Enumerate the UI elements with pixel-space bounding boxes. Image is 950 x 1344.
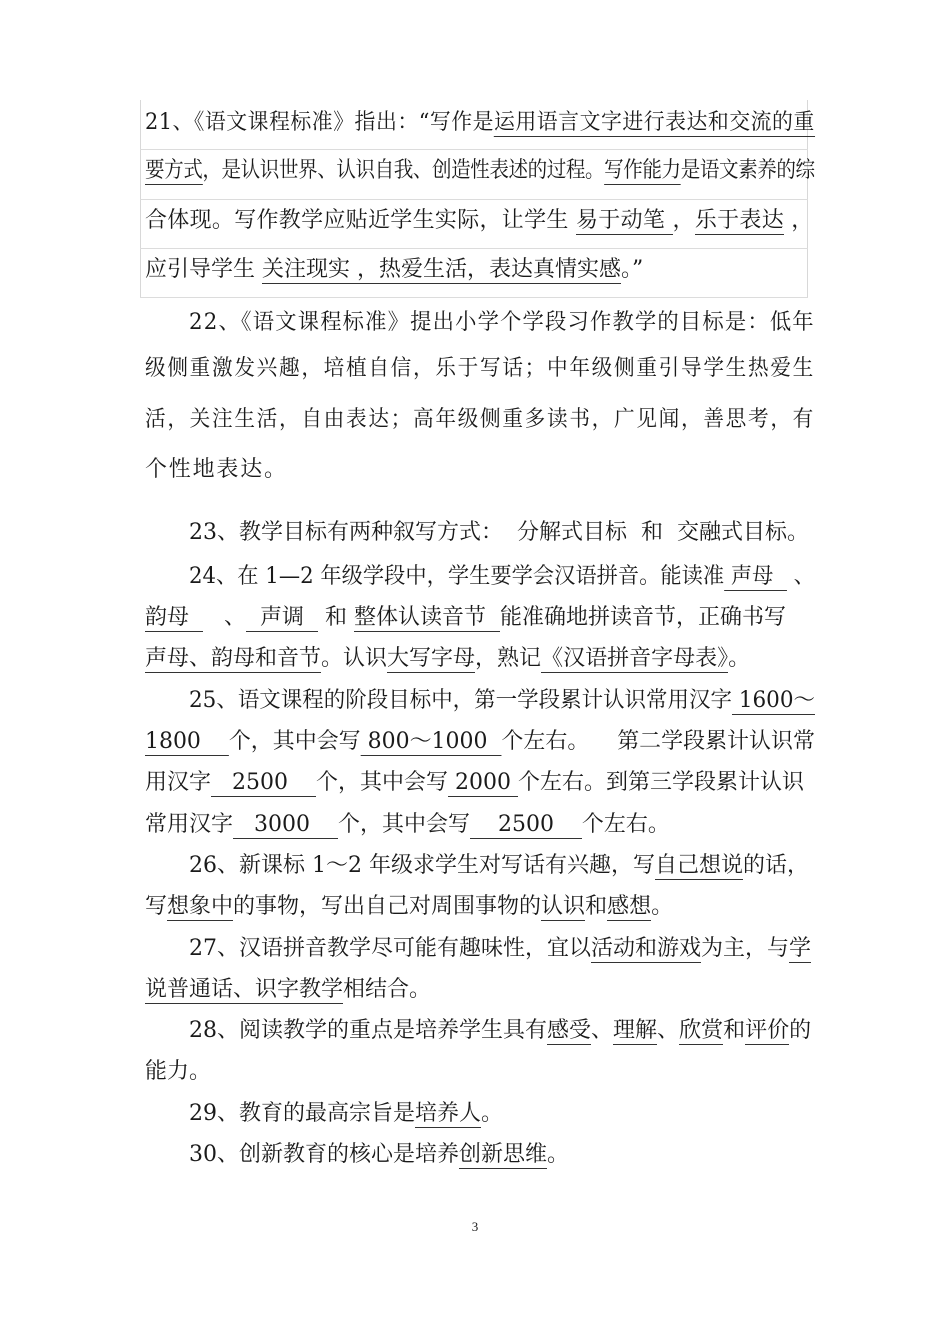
blank-answer: 声母 xyxy=(724,564,787,589)
q25-line-1: 25、语文课程的阶段目标中，第一学段累计认识常用汉字 1600～ xyxy=(189,688,815,713)
blank-answer: 要方式 xyxy=(145,158,203,183)
blank-answer: 培养人 xyxy=(415,1101,482,1126)
page-number: 3 xyxy=(471,1219,479,1234)
q24-line-3: 声母、韵母和音节。认识大写字母，熟记《汉语拼音字母表》。 xyxy=(145,646,751,671)
blank-answer: 说普通话、识字教学 xyxy=(145,977,344,1002)
blank-answer: 1800 xyxy=(145,729,229,754)
blank-answer: 理解 xyxy=(613,1018,658,1043)
blank-answer: 韵母 xyxy=(145,605,203,630)
q28-line-1: 28、阅读教学的重点是培养学生具有感受、理解、欣赏和评价的 xyxy=(189,1018,812,1043)
q24-line-1: 24、在 1—2 年级学段中，学生要学会汉语拼音。能读准 声母 、 xyxy=(189,564,815,589)
blank-answer: 活动和游戏 xyxy=(591,936,702,961)
q21-line-2: 要方式，是认识世界、认识自我、创造性表述的过程。写作能力是语文素养的综 xyxy=(145,158,815,183)
q30-line: 30、创新教育的核心是培养创新思维。 xyxy=(189,1142,570,1167)
blank-answer: 自己想说 xyxy=(654,853,743,878)
blank-answer: 写作能力 xyxy=(604,158,681,183)
q21-line-4: 应引导学生 关注现实 ，热爱生活，表达真情实感。” xyxy=(145,257,644,282)
blank-answer: 声调 xyxy=(245,605,318,630)
blank-answer: 《汉语拼音字母表》 xyxy=(541,646,729,671)
q25-line-4: 常用汉字 3000 个，其中会写 2500 个左右。 xyxy=(145,812,670,837)
q26-line-1: 26、新课标 1～2 年级求学生对写话有兴趣，写自己想说的话， xyxy=(189,853,810,878)
blank-answer: 感想 xyxy=(607,894,652,919)
blank-answer: 2000 xyxy=(447,770,518,795)
q22-line-3: 活，关注生活，自由表达；高年级侧重多读书，广见闻，善思考，有 xyxy=(145,407,816,432)
blank-answer: 想象中 xyxy=(167,894,234,919)
blank-answer: 声母、韵母和音节 xyxy=(145,646,322,671)
q21-line-3: 合体现。写作教学应贴近学生实际，让学生 易于动笔 ，乐于表达 ， xyxy=(145,208,814,233)
q22-line-1: 22、《语文课程标准》提出小学个学段习作教学的目标是：低年 xyxy=(189,310,815,335)
q23-line: 23、教学目标有两种叙写方式： 分解式目标 和 交融式目标。 xyxy=(189,520,809,545)
frame-rule xyxy=(140,149,808,150)
blank-answer: 2500 xyxy=(469,812,582,837)
q27-line-1: 27、汉语拼音教学尽可能有趣味性，宜以活动和游戏为主，与学 xyxy=(189,936,812,961)
blank-answer: 认识 xyxy=(541,894,586,919)
blank-answer: 1600～ xyxy=(731,688,815,713)
frame-rule xyxy=(140,297,808,298)
q25-line-2: 1800 个，其中会写 800～1000 个左右。 第二学段累计认识常 xyxy=(145,729,815,754)
blank-answer: 关注现实 ，热爱生活，表达真情实感 xyxy=(262,257,621,282)
frame-rule xyxy=(140,248,808,249)
blank-answer: 创新思维 xyxy=(459,1142,548,1167)
blank-answer: 学 xyxy=(789,936,812,961)
blank-answer: 评价 xyxy=(745,1018,790,1043)
q24-line-2: 韵母 、 声调 和 整体认读音节 能准确地拼读音节，正确书写 xyxy=(145,605,786,630)
q21-line-1: 21、《语文课程标准》指出：“写作是运用语言文字进行表达和交流的重 xyxy=(145,110,815,135)
blank-answer: 800～1000 xyxy=(360,729,502,754)
q26-line-2: 写想象中的事物，写出自己对周围事物的认识和感想。 xyxy=(145,894,674,919)
q29-line: 29、教育的最高宗旨是培养人。 xyxy=(189,1101,504,1126)
q22-line-2: 级侧重激发兴趣，培植自信，乐于写话；中年级侧重引导学生热爱生 xyxy=(145,356,816,381)
blank-answer: 感受 xyxy=(547,1018,592,1043)
q28-line-2: 能力。 xyxy=(145,1059,212,1084)
blank-answer: 运用语言文字进行表达和交流的重 xyxy=(494,110,815,135)
blank-answer: 大写字母 xyxy=(387,646,476,671)
q25-line-3: 用汉字 2500 个，其中会写 2000 个左右。到第三学段累计认识 xyxy=(145,770,804,795)
q22-line-4: 个性地表达。 xyxy=(145,457,288,482)
blank-answer: 欣赏 xyxy=(679,1018,724,1043)
blank-answer: 乐于表达 xyxy=(694,208,785,233)
frame-rule xyxy=(140,199,808,200)
blank-answer: 易于动笔 xyxy=(576,208,673,233)
blank-answer: 整体认读音节 xyxy=(353,605,500,630)
blank-answer: 2500 xyxy=(211,770,316,795)
blank-answer: 3000 xyxy=(233,812,338,837)
q27-line-2: 说普通话、识字教学相结合。 xyxy=(145,977,432,1002)
